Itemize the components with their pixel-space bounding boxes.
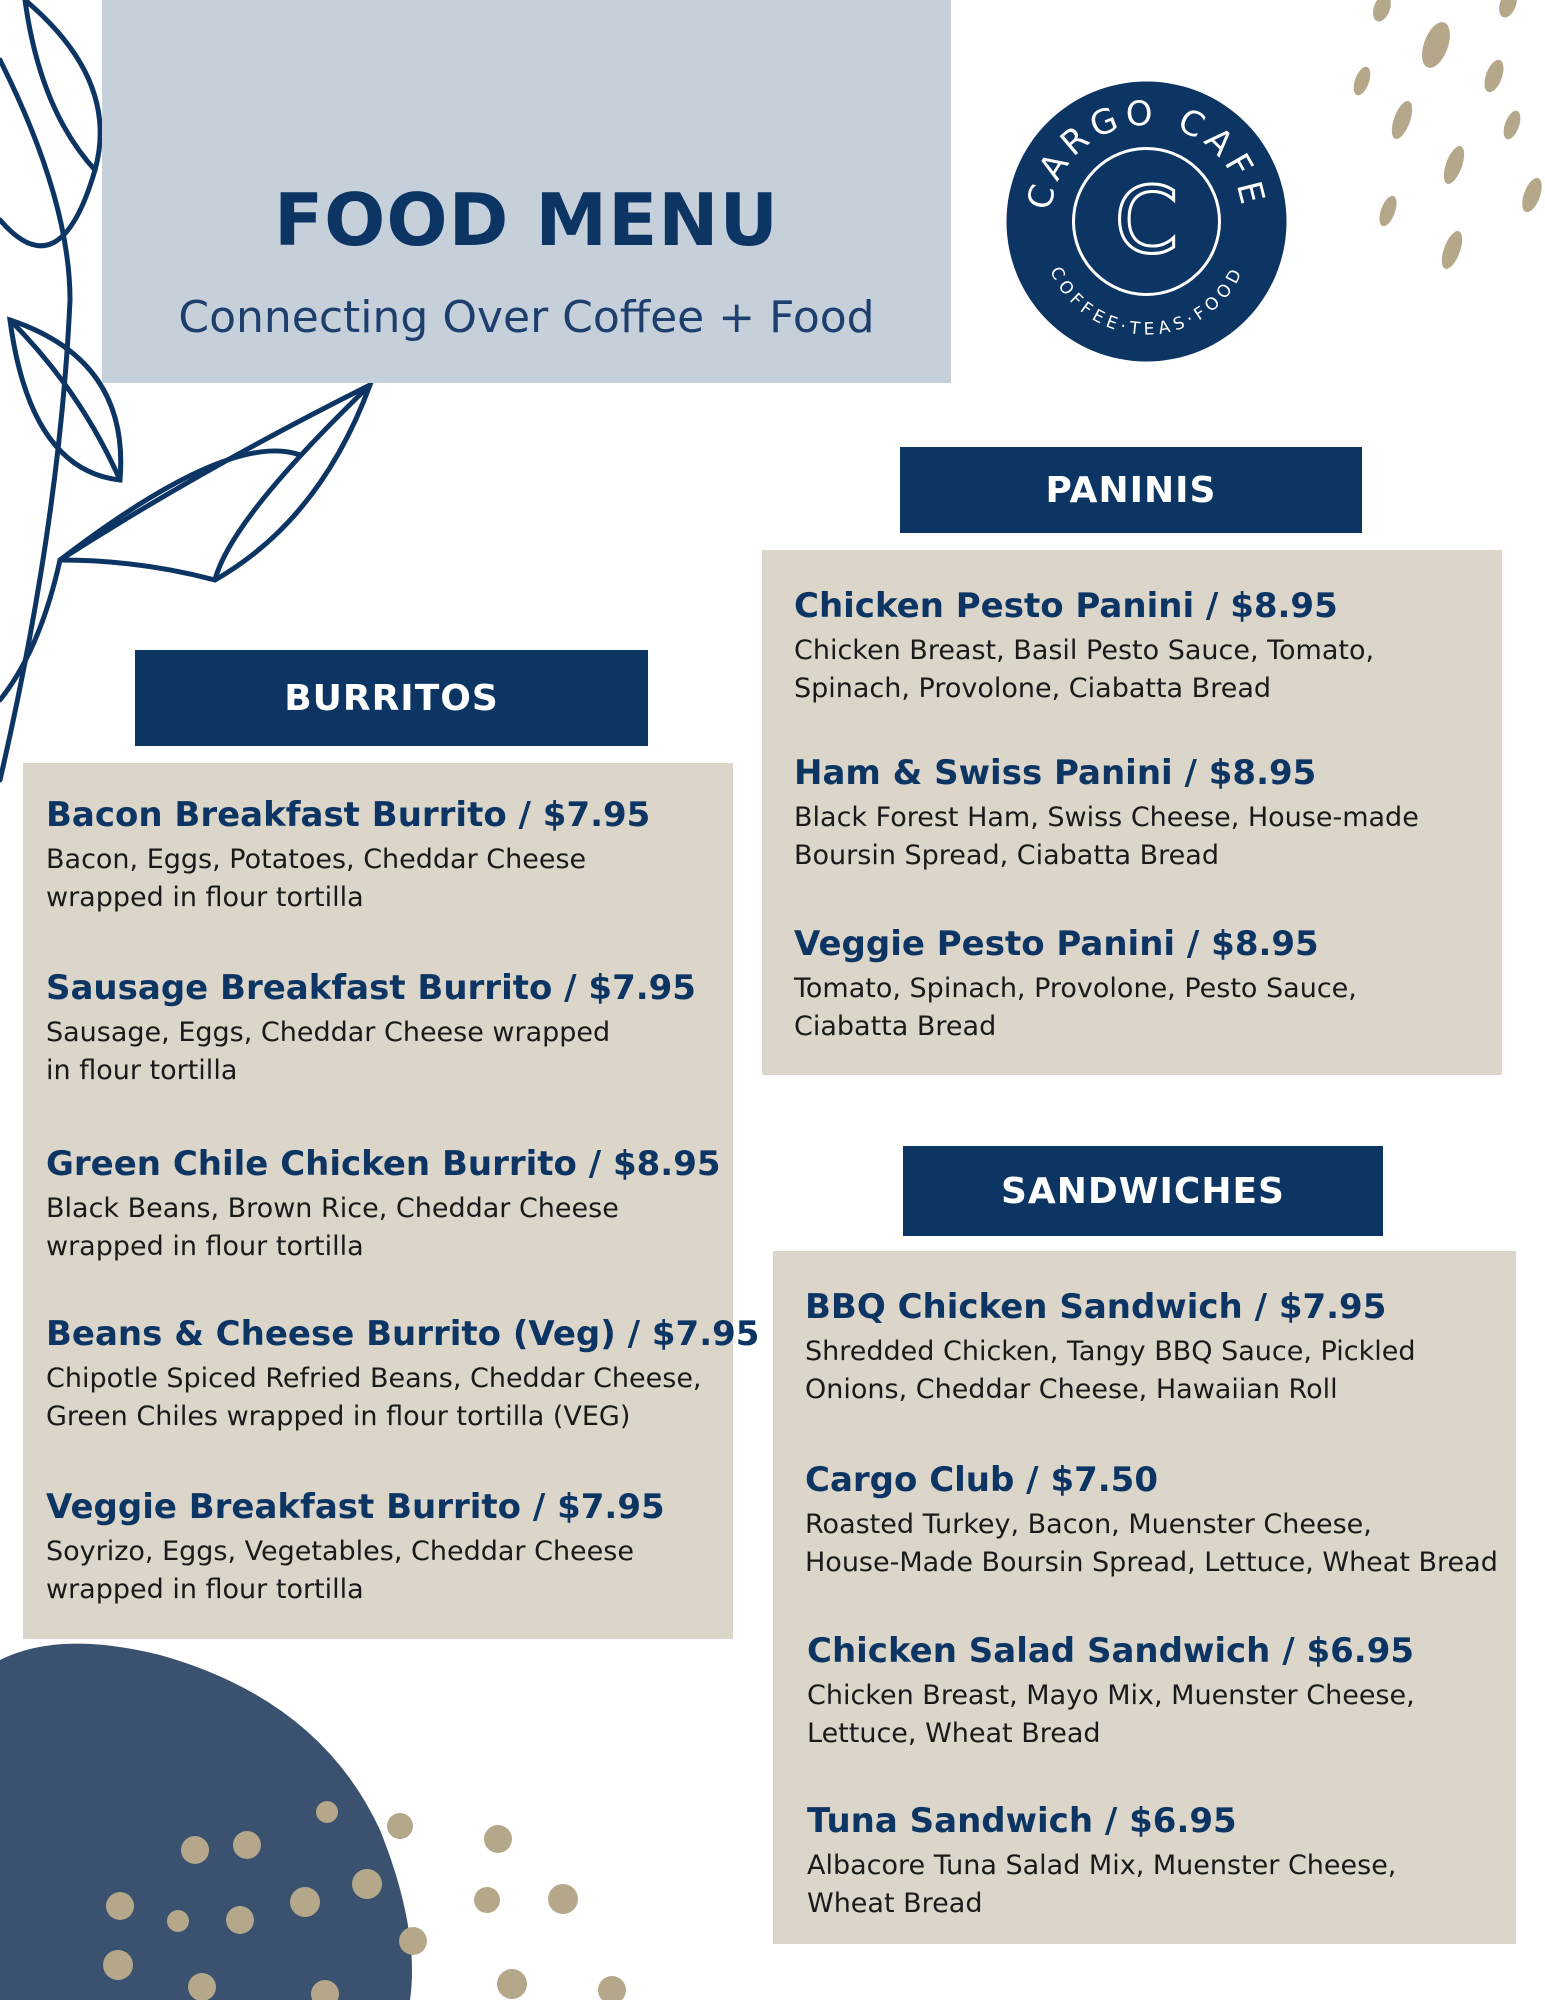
page-title: FOOD MENU [274,178,779,262]
item-name: Sausage Breakfast Burrito / $7.95 [46,968,696,1008]
item-desc: Albacore Tuna Salad Mix, Muenster Cheese, Wheat Bread [807,1850,1397,1919]
item-name: Chicken Salad Sandwich / $6.95 [807,1631,1415,1671]
logo-monogram: C [1114,167,1179,274]
item-name: Green Chile Chicken Burrito / $8.95 [46,1144,721,1184]
item-desc: Soyrizo, Eggs, Vegetables, Cheddar Cheese wrapped in flour tortilla [46,1536,634,1605]
item-desc: Roasted Turkey, Bacon, Muenster Cheese, House-Made Boursin Spread, Lettuce, Wheat Bread [805,1509,1498,1578]
list-item [46,1487,665,1609]
item-desc: Bacon, Eggs, Potatoes, Cheddar Cheese wrapped in flour tortilla [46,844,587,913]
list-item [46,1314,759,1436]
item-name: Chicken Pesto Panini / $8.95 [794,586,1338,626]
list-item [794,924,1357,1046]
item-name: Beans & Cheese Burrito (Veg) / $7.95 [46,1314,760,1354]
item-desc: Chicken Breast, Basil Pesto Sauce, Tomato, Spinach, Provolone, Ciabatta Bread [794,635,1375,704]
list-item [805,1287,1415,1409]
logo-top-text: CARGO CAFE [1019,93,1274,214]
sandwiches-panel [773,1251,1516,1944]
page-subtitle: Connecting Over Coffee + Food [178,292,875,343]
sandwiches-label: SANDWICHES [1001,1170,1285,1212]
item-desc: Chipotle Spiced Refried Beans, Cheddar Cheese, Green Chiles wrapped in flour tortilla (VEG) [46,1363,702,1432]
list-item [46,968,696,1090]
item-name: BBQ Chicken Sandwich / $7.95 [805,1287,1387,1327]
list-item [794,753,1419,875]
item-desc: Sausage, Eggs, Cheddar Cheese wrapped in flour tortilla [46,1017,611,1086]
item-desc: Shredded Chicken, Tangy BBQ Sauce, Pickled Onions, Cheddar Cheese, Hawaiian Roll [805,1336,1416,1405]
item-desc: Tomato, Spinach, Provolone, Pesto Sauce, Ciabatta Bread [794,973,1357,1042]
paninis-panel [762,550,1502,1075]
item-name: Cargo Club / $7.50 [805,1460,1158,1500]
burritos-label: BURRITOS [284,677,499,719]
decorative-dots-top [1340,0,1545,290]
burritos-panel [23,763,760,1639]
list-item [805,1460,1498,1582]
decorative-blob-bottom [0,1640,640,2000]
sandwiches-banner [903,1146,1383,1236]
paninis-banner [900,447,1362,533]
paninis-label: PANINIS [1045,469,1217,511]
cargo-cafe-logo [1005,80,1288,363]
item-name: Tuna Sandwich / $6.95 [807,1801,1237,1841]
item-desc: Black Beans, Brown Rice, Cheddar Cheese wrapped in flour tortilla [46,1193,619,1262]
item-desc: Black Forest Ham, Swiss Cheese, House-made Boursin Spread, Ciabatta Bread [794,802,1419,871]
item-name: Ham & Swiss Panini / $8.95 [794,753,1317,793]
item-name: Veggie Pesto Panini / $8.95 [794,924,1319,964]
list-item [807,1801,1396,1923]
list-item [46,795,650,917]
header-box [102,0,951,383]
logo-bottom-text: COFFEE·TEAS·FOOD [1045,263,1248,340]
item-desc: Chicken Breast, Mayo Mix, Muenster Cheese, Lettuce, Wheat Bread [807,1680,1415,1749]
list-item [794,586,1374,708]
burritos-banner [135,650,648,746]
item-name: Bacon Breakfast Burrito / $7.95 [46,795,651,835]
list-item [46,1144,721,1266]
item-name: Veggie Breakfast Burrito / $7.95 [46,1487,665,1527]
list-item [807,1631,1415,1753]
